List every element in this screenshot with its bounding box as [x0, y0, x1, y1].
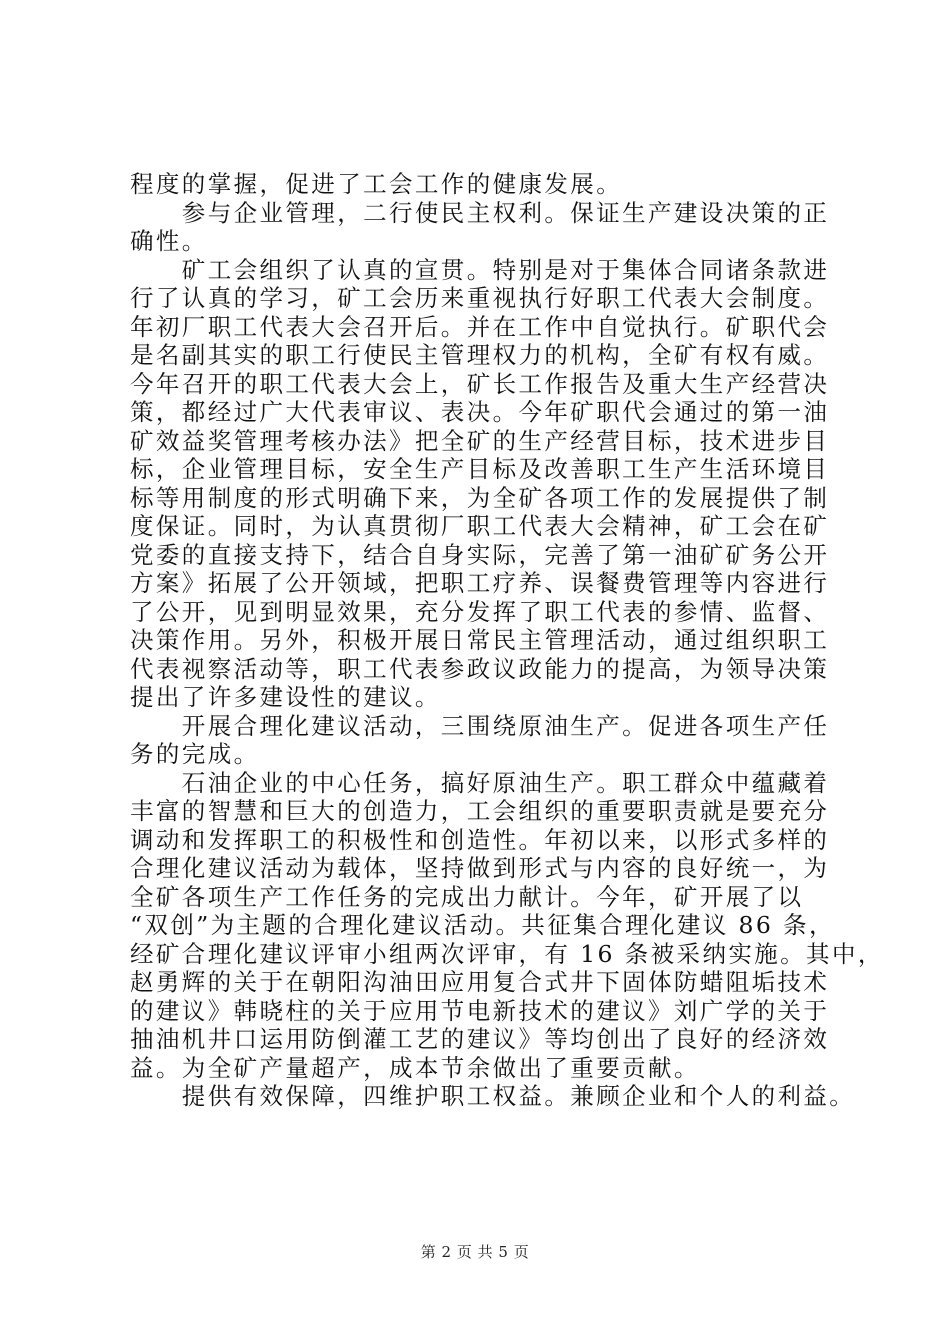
text-line: 程度的掌握，促进了工会工作的健康发展。 [130, 170, 623, 198]
text-line: 务的完成。 [130, 740, 260, 768]
text-line: 矿效益奖管理考核办法》把全矿的生产经营目标，技术进步目 [130, 426, 830, 455]
document-body [130, 170, 884, 1111]
text-line: 行了认真的学习，矿工会历来重视执行好职工代表大会制度。 [130, 284, 830, 312]
text-line: 丰富的智慧和巨大的创造力，工会组织的重要职责就是要充分 [130, 797, 830, 825]
text-line: 决策作用。另外，积极开展日常民主管理活动，通过组织职工 [130, 626, 830, 654]
text-line: 抽油机井口运用防倒灌工艺的建议》等均创出了良好的经济效 [130, 1025, 830, 1053]
text-line: 确性。 [130, 227, 208, 255]
text-line: 了公开，见到明显效果，充分发挥了职工代表的参情、监督、 [130, 597, 830, 626]
text-line: 提出了许多建设性的建议。 [130, 683, 441, 711]
text-line: 今年召开的职工代表大会上，矿长工作报告及重大生产经营决 [130, 369, 830, 398]
text-line: 策，都经过广大代表审议、表决。今年矿职代会通过的第一油 [130, 398, 830, 426]
text-line: 党委的直接支持下，结合自身实际，完善了第一油矿矿务公开 [130, 540, 830, 569]
text-line: 标等用制度的形式明确下来，为全矿各项工作的发展提供了制 [130, 483, 830, 512]
text-line: 方案》拓展了公开领域，把职工疗养、误餐费管理等内容进行 [130, 569, 830, 597]
text-line: 经矿合理化建议评审小组两次评审，有 16 条被采纳实施。其中， [130, 939, 884, 968]
text-line: 年初厂职工代表大会召开后。并在工作中自觉执行。矿职代会 [130, 312, 830, 341]
text-line: 益。为全矿产量超产，成本节余做出了重要贡献。 [130, 1053, 700, 1082]
text-line: 是名副其实的职工行使民主管理权力的机构，全矿有权有威。 [130, 341, 830, 369]
text-line: 合理化建议活动为载体，坚持做到形式与内容的良好统一，为 [130, 854, 830, 882]
text-line: 的建议》韩晓柱的关于应用节电新技术的建议》刘广学的关于 [130, 996, 830, 1025]
text-line: “双创”为主题的合理化建议活动。共征集合理化建议 86 条， [130, 911, 835, 939]
text-line: 参与企业管理，二行使民主权利。保证生产建设决策的正 [130, 198, 830, 227]
text-line: 代表视察活动等，职工代表参政议政能力的提高，为领导决策 [130, 654, 830, 683]
text-line: 调动和发挥职工的积极性和创造性。年初以来，以形式多样的 [130, 825, 830, 854]
text-line: 度保证。同时，为认真贯彻厂职工代表大会精神，矿工会在矿 [130, 512, 830, 540]
text-line: 提供有效保障，四维护职工权益。兼顾企业和个人的利益。 [130, 1082, 856, 1110]
text-line: 标，企业管理目标，安全生产目标及改善职工生产生活环境目 [130, 455, 830, 483]
text-line: 矿工会组织了认真的宣贯。特别是对于集体合同诸条款进 [130, 255, 830, 284]
text-line: 开展合理化建议活动，三围绕原油生产。促进各项生产任 [130, 711, 830, 740]
text-line: 全矿各项生产工作任务的完成出力献计。今年，矿开展了以 [130, 882, 804, 911]
page-number-footer: 第 2 页 共 5 页 [420, 1243, 530, 1261]
text-line: 赵勇辉的关于在朝阳沟油田应用复合式井下固体防蜡阻垢技术 [130, 968, 830, 996]
text-line: 石油企业的中心任务，搞好原油生产。职工群众中蕴藏着 [130, 768, 830, 797]
